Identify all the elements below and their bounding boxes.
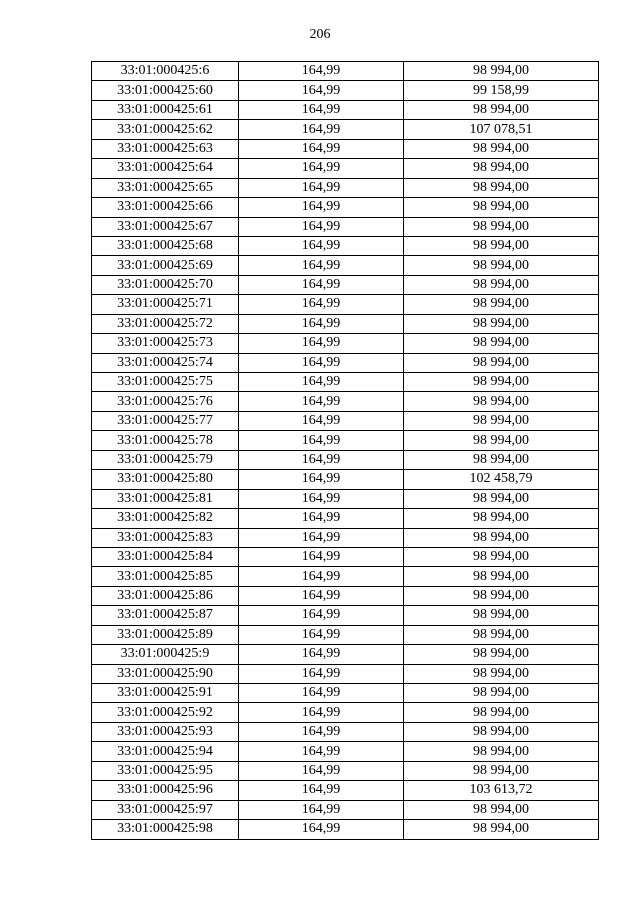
area-cell: 164,99 (239, 567, 404, 586)
value-cell: 98 994,00 (404, 606, 599, 625)
value-cell: 98 994,00 (404, 509, 599, 528)
table-row (92, 625, 599, 644)
value-cell: 98 994,00 (404, 761, 599, 780)
cadastral-number-cell: 33:01:000425:91 (92, 684, 239, 703)
table-row (92, 236, 599, 255)
cadastral-number-cell: 33:01:000425:78 (92, 431, 239, 450)
area-cell: 164,99 (239, 392, 404, 411)
value-cell: 107 078,51 (404, 120, 599, 139)
value-cell: 98 994,00 (404, 722, 599, 741)
value-cell: 98 994,00 (404, 373, 599, 392)
value-cell: 98 994,00 (404, 567, 599, 586)
cadastral-number-cell: 33:01:000425:83 (92, 528, 239, 547)
value-cell: 98 994,00 (404, 100, 599, 119)
value-cell: 98 994,00 (404, 198, 599, 217)
cadastral-number-cell: 33:01:000425:63 (92, 139, 239, 158)
cadastral-number-cell: 33:01:000425:96 (92, 781, 239, 800)
area-cell: 164,99 (239, 314, 404, 333)
cadastral-number-cell: 33:01:000425:65 (92, 178, 239, 197)
area-cell: 164,99 (239, 275, 404, 294)
value-cell: 98 994,00 (404, 353, 599, 372)
cadastral-number-cell: 33:01:000425:77 (92, 411, 239, 430)
value-cell: 98 994,00 (404, 625, 599, 644)
cadastral-number-cell: 33:01:000425:92 (92, 703, 239, 722)
table-row (92, 450, 599, 469)
cadastral-number-cell: 33:01:000425:6 (92, 62, 239, 81)
table-row (92, 470, 599, 489)
cadastral-number-cell: 33:01:000425:97 (92, 800, 239, 819)
table-row (92, 353, 599, 372)
cadastral-number-cell: 33:01:000425:86 (92, 586, 239, 605)
area-cell: 164,99 (239, 742, 404, 761)
area-cell: 164,99 (239, 431, 404, 450)
area-cell: 164,99 (239, 236, 404, 255)
table-row (92, 509, 599, 528)
value-cell: 98 994,00 (404, 62, 599, 81)
value-cell: 98 994,00 (404, 586, 599, 605)
value-cell: 98 994,00 (404, 295, 599, 314)
cadastral-number-cell: 33:01:000425:84 (92, 547, 239, 566)
table-row (92, 431, 599, 450)
table-row (92, 100, 599, 119)
area-cell: 164,99 (239, 411, 404, 430)
table-row (92, 392, 599, 411)
table-row (92, 139, 599, 158)
table-row (92, 81, 599, 100)
table-row (92, 334, 599, 353)
cadastral-number-cell: 33:01:000425:73 (92, 334, 239, 353)
cadastral-number-cell: 33:01:000425:87 (92, 606, 239, 625)
cadastral-number-cell: 33:01:000425:90 (92, 664, 239, 683)
area-cell: 164,99 (239, 645, 404, 664)
table-row (92, 820, 599, 839)
table-row (92, 411, 599, 430)
area-cell: 164,99 (239, 722, 404, 741)
value-cell: 98 994,00 (404, 450, 599, 469)
cadastral-number-cell: 33:01:000425:61 (92, 100, 239, 119)
table-row (92, 606, 599, 625)
cadastral-number-cell: 33:01:000425:98 (92, 820, 239, 839)
cadastral-number-cell: 33:01:000425:71 (92, 295, 239, 314)
table-row (92, 275, 599, 294)
cadastral-number-cell: 33:01:000425:89 (92, 625, 239, 644)
value-cell: 98 994,00 (404, 703, 599, 722)
table-row (92, 547, 599, 566)
cadastral-number-cell: 33:01:000425:79 (92, 450, 239, 469)
table-row (92, 178, 599, 197)
cadastral-number-cell: 33:01:000425:74 (92, 353, 239, 372)
cadastral-number-cell: 33:01:000425:69 (92, 256, 239, 275)
area-cell: 164,99 (239, 625, 404, 644)
table-row (92, 373, 599, 392)
table-row (92, 761, 599, 780)
value-cell: 98 994,00 (404, 489, 599, 508)
value-cell: 98 994,00 (404, 334, 599, 353)
value-cell: 102 458,79 (404, 470, 599, 489)
area-cell: 164,99 (239, 334, 404, 353)
area-cell: 164,99 (239, 198, 404, 217)
value-cell: 98 994,00 (404, 684, 599, 703)
value-cell: 98 994,00 (404, 392, 599, 411)
page-number: 206 (309, 27, 331, 42)
table-row (92, 645, 599, 664)
area-cell: 164,99 (239, 684, 404, 703)
cadastral-number-cell: 33:01:000425:81 (92, 489, 239, 508)
area-cell: 164,99 (239, 373, 404, 392)
value-cell: 98 994,00 (404, 800, 599, 819)
cadastral-number-cell: 33:01:000425:85 (92, 567, 239, 586)
table-row (92, 703, 599, 722)
value-cell: 99 158,99 (404, 81, 599, 100)
table-body (92, 62, 599, 840)
value-cell: 98 994,00 (404, 159, 599, 178)
area-cell: 164,99 (239, 81, 404, 100)
table-row (92, 159, 599, 178)
value-cell: 98 994,00 (404, 236, 599, 255)
value-cell: 98 994,00 (404, 217, 599, 236)
area-cell: 164,99 (239, 820, 404, 839)
value-cell: 98 994,00 (404, 139, 599, 158)
table-row (92, 781, 599, 800)
table-row (92, 256, 599, 275)
table-row (92, 62, 599, 81)
cadastral-number-cell: 33:01:000425:68 (92, 236, 239, 255)
cadastral-number-cell: 33:01:000425:60 (92, 81, 239, 100)
area-cell: 164,99 (239, 489, 404, 508)
cadastral-number-cell: 33:01:000425:75 (92, 373, 239, 392)
area-cell: 164,99 (239, 159, 404, 178)
value-cell: 98 994,00 (404, 528, 599, 547)
area-cell: 164,99 (239, 703, 404, 722)
cadastral-number-cell: 33:01:000425:72 (92, 314, 239, 333)
area-cell: 164,99 (239, 761, 404, 780)
cadastral-number-cell: 33:01:000425:9 (92, 645, 239, 664)
area-cell: 164,99 (239, 353, 404, 372)
cadastral-table (91, 61, 599, 840)
value-cell: 98 994,00 (404, 275, 599, 294)
table-row (92, 295, 599, 314)
table-row (92, 314, 599, 333)
area-cell: 164,99 (239, 606, 404, 625)
area-cell: 164,99 (239, 586, 404, 605)
value-cell: 98 994,00 (404, 664, 599, 683)
area-cell: 164,99 (239, 295, 404, 314)
value-cell: 98 994,00 (404, 256, 599, 275)
cadastral-number-cell: 33:01:000425:67 (92, 217, 239, 236)
value-cell: 98 994,00 (404, 820, 599, 839)
cadastral-number-cell: 33:01:000425:82 (92, 509, 239, 528)
area-cell: 164,99 (239, 178, 404, 197)
cadastral-number-cell: 33:01:000425:62 (92, 120, 239, 139)
area-cell: 164,99 (239, 528, 404, 547)
value-cell: 98 994,00 (404, 547, 599, 566)
cadastral-number-cell: 33:01:000425:93 (92, 722, 239, 741)
cadastral-number-cell: 33:01:000425:66 (92, 198, 239, 217)
table-row (92, 120, 599, 139)
value-cell: 98 994,00 (404, 314, 599, 333)
cadastral-number-cell: 33:01:000425:94 (92, 742, 239, 761)
area-cell: 164,99 (239, 256, 404, 275)
value-cell: 98 994,00 (404, 411, 599, 430)
table-row (92, 528, 599, 547)
table-row (92, 684, 599, 703)
area-cell: 164,99 (239, 470, 404, 489)
table-row (92, 586, 599, 605)
cadastral-number-cell: 33:01:000425:95 (92, 761, 239, 780)
table-row (92, 800, 599, 819)
area-cell: 164,99 (239, 62, 404, 81)
table-row (92, 567, 599, 586)
area-cell: 164,99 (239, 509, 404, 528)
area-cell: 164,99 (239, 120, 404, 139)
area-cell: 164,99 (239, 547, 404, 566)
cadastral-number-cell: 33:01:000425:70 (92, 275, 239, 294)
area-cell: 164,99 (239, 139, 404, 158)
area-cell: 164,99 (239, 800, 404, 819)
cadastral-number-cell: 33:01:000425:64 (92, 159, 239, 178)
table-row (92, 217, 599, 236)
value-cell: 98 994,00 (404, 742, 599, 761)
table-row (92, 489, 599, 508)
area-cell: 164,99 (239, 781, 404, 800)
value-cell: 98 994,00 (404, 178, 599, 197)
area-cell: 164,99 (239, 217, 404, 236)
table-row (92, 198, 599, 217)
table-row (92, 742, 599, 761)
table-row (92, 722, 599, 741)
cadastral-number-cell: 33:01:000425:80 (92, 470, 239, 489)
cadastral-number-cell: 33:01:000425:76 (92, 392, 239, 411)
value-cell: 98 994,00 (404, 645, 599, 664)
area-cell: 164,99 (239, 100, 404, 119)
table-row (92, 664, 599, 683)
area-cell: 164,99 (239, 450, 404, 469)
value-cell: 103 613,72 (404, 781, 599, 800)
value-cell: 98 994,00 (404, 431, 599, 450)
area-cell: 164,99 (239, 664, 404, 683)
